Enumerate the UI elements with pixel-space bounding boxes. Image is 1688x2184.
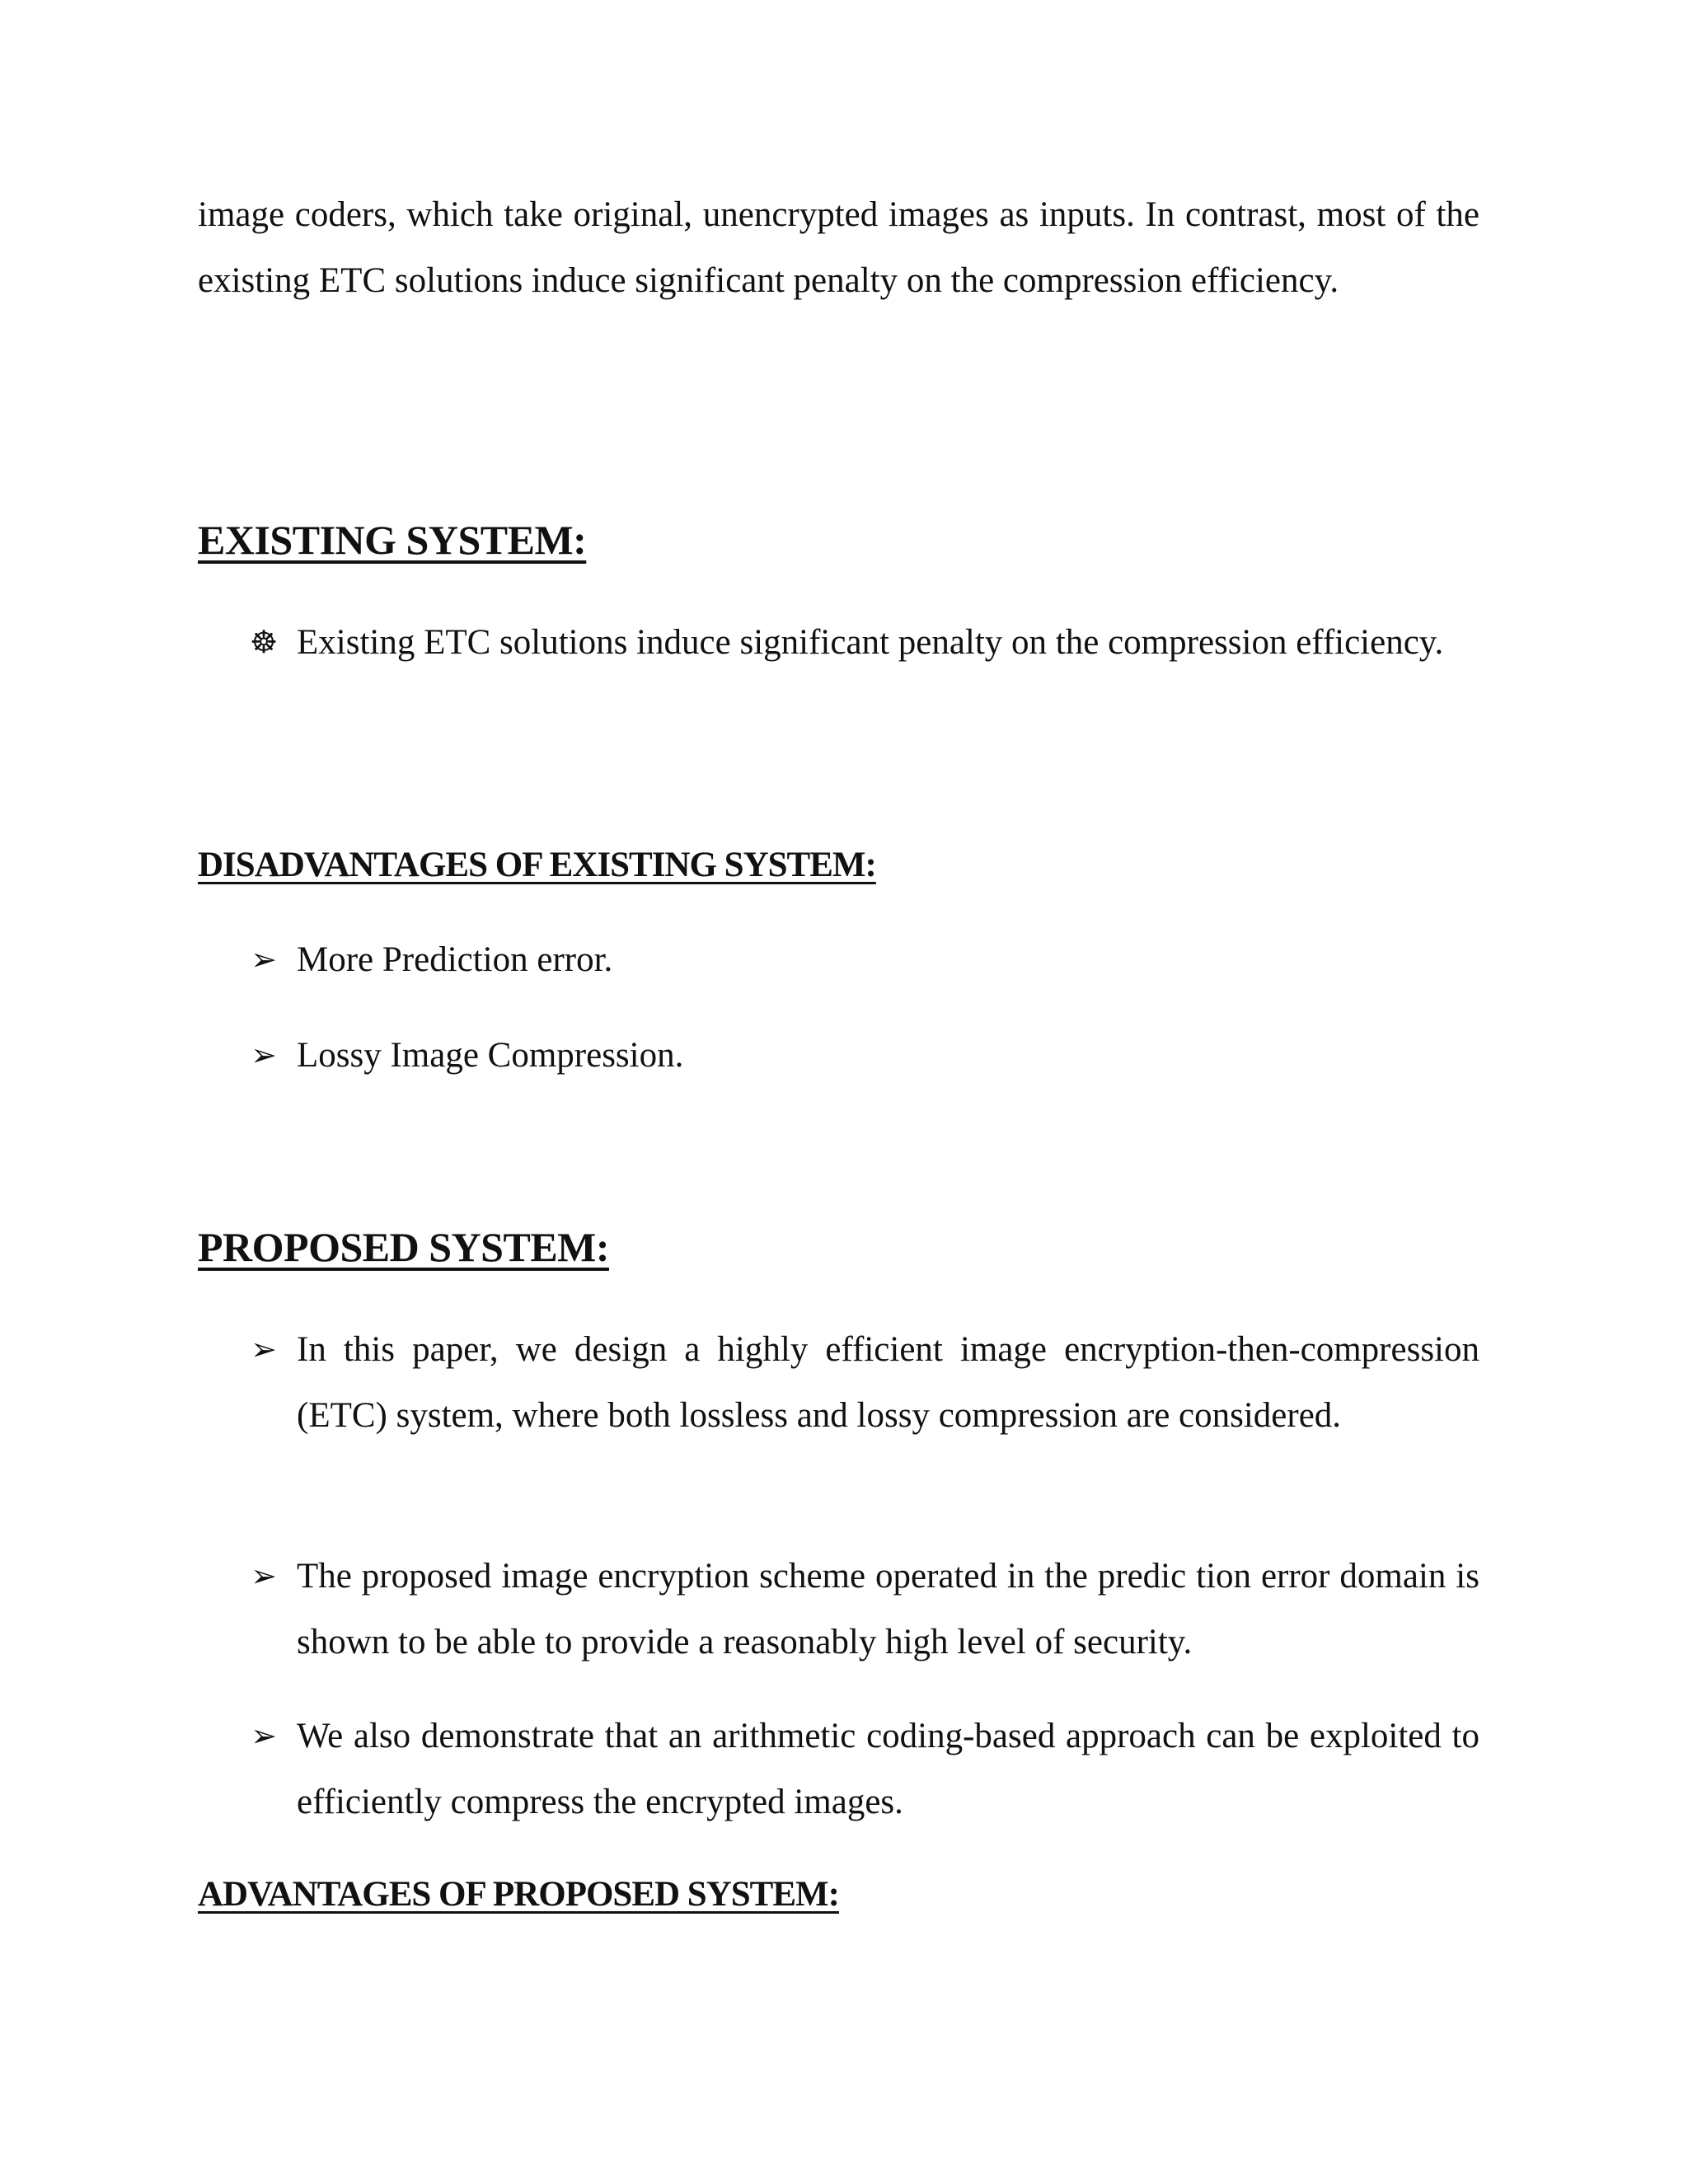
existing-system-item-text: Existing ETC solutions induce significant penalty on the compression efficiency. [297, 623, 1444, 662]
arrow-bullet-icon: ➢ [251, 943, 277, 977]
intro-paragraph: image coders, which take original, unencrypted images as inputs. In contrast, most of the existing ETC solutions induce significant penalty on the compression efficiency. [198, 195, 1479, 300]
arrow-bullet-icon: ➢ [251, 1333, 277, 1367]
arrow-bullet-icon: ➢ [251, 1038, 277, 1073]
disadvantages-heading: DISADVANTAGES OF EXISTING SYSTEM: [198, 846, 876, 884]
arrow-bullet-icon: ➢ [251, 1559, 277, 1594]
proposed-system-item-text: We also demonstrate that an arithmetic coding-based approach can be exploited to efficiently compress the encrypted images. [297, 1717, 1479, 1821]
disadvantage-item-text: More Prediction error. [297, 940, 613, 979]
proposed-system-heading: PROPOSED SYSTEM: [198, 1224, 610, 1270]
disadvantage-item-text: Lossy Image Compression. [297, 1036, 684, 1075]
proposed-system-item-text: In this paper, we design a highly efficient image encryption-then-compression (ETC) system, where both lossless and lossy compression are considered. [297, 1330, 1479, 1435]
advantages-heading: ADVANTAGES OF PROPOSED SYSTEM: [198, 1875, 839, 1914]
proposed-system-item-text: The proposed image encryption scheme operated in the predic tion error domain is shown to be able to provide a reasonably high level of security. [297, 1557, 1479, 1661]
arrow-bullet-icon: ➢ [251, 1719, 277, 1754]
existing-system-heading: EXISTING SYSTEM: [198, 517, 587, 563]
wheel-bullet-icon: ☸ [249, 626, 279, 660]
